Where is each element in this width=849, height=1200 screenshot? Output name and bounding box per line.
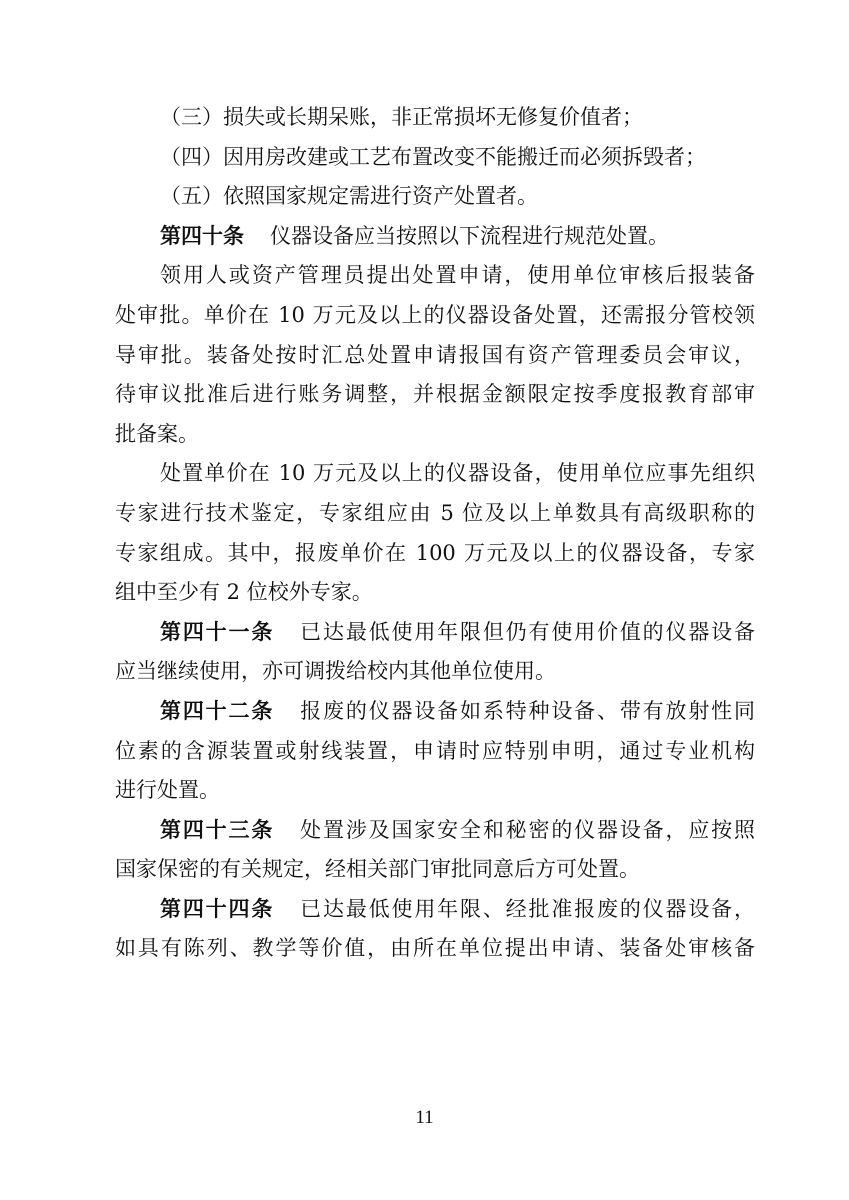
- list-item: [115, 177, 755, 217]
- article-number: 第四十条: [160, 223, 244, 248]
- paragraph-line: 待审议批准后进行账务调整，并根据金额限定按季度报教育部审: [115, 382, 755, 407]
- article-paragraph: [115, 811, 755, 851]
- article-number: 第四十一条: [160, 619, 275, 644]
- article-paragraph: [115, 692, 755, 732]
- article-number: 第四十三条: [160, 817, 275, 842]
- paragraph-line: 导审批。装备处按时汇总处置申请报国有资产管理委员会审议，: [115, 342, 755, 367]
- paragraph-line: （三）损失或长期呆账，非正常损坏无修复价值者；: [160, 105, 643, 129]
- paragraph-line: 仪器设备应当按照以下流程进行规范处置。: [270, 223, 669, 248]
- paragraph-line: 进行处置。: [115, 778, 220, 803]
- paragraph-line: 专家组成。其中，报废单价在 100 万元及以上的仪器设备，专家: [115, 540, 755, 565]
- article-number: 第四十四条: [160, 896, 275, 921]
- paragraph-line: 处置涉及国家安全和秘密的仪器设备，应按照: [300, 817, 756, 842]
- article-number: 第四十二条: [160, 698, 275, 723]
- paragraph-line: 处置单价在 10 万元及以上的仪器设备，使用单位应事先组织: [160, 461, 755, 486]
- document-body: [115, 98, 755, 969]
- paragraph-line: 国家保密的有关规定，经相关部门审批同意后方可处置。: [115, 857, 640, 882]
- article-paragraph: [115, 890, 755, 930]
- list-item: [115, 98, 755, 138]
- paragraph-line: 应当继续使用，亦可调拨给校内其他单位使用。: [115, 659, 556, 684]
- paragraph-line: 已达最低使用年限、经批准报废的仪器设备，: [300, 896, 756, 921]
- list-item: [115, 138, 755, 178]
- paragraph-line: （五）依照国家规定需进行资产处置者。: [160, 184, 538, 209]
- paragraph-line: 已达最低使用年限但仍有使用价值的仪器设备: [300, 619, 756, 644]
- paragraph-line: 如具有陈列、教学等价值，由所在单位提出申请、装备处审核备: [115, 936, 755, 961]
- paragraph-line: 批备案。: [115, 421, 199, 446]
- paragraph-line: （四）因用房改建或工艺布置改变不能搬迁而必须拆毁者；: [160, 144, 706, 169]
- paragraph-line: 组中至少有 2 位校外专家。: [115, 580, 373, 605]
- page-number: 11: [415, 1107, 434, 1128]
- paragraph-line: 报废的仪器设备如系特种设备、带有放射性同: [300, 698, 756, 723]
- article-paragraph: [115, 613, 755, 653]
- article-paragraph: [115, 217, 755, 257]
- paragraph-line: 领用人或资产管理员提出处置申请，使用单位审核后报装备: [160, 263, 755, 288]
- paragraph-line: 专家进行技术鉴定，专家组应由 5 位及以上单数具有高级职称的: [115, 500, 755, 525]
- paragraph-line: 处审批。单价在 10 万元及以上的仪器设备处置，还需报分管校领: [115, 302, 755, 327]
- paragraph-line: 位素的含源装置或射线装置，申请时应特别申明，通过专业机构: [115, 738, 755, 763]
